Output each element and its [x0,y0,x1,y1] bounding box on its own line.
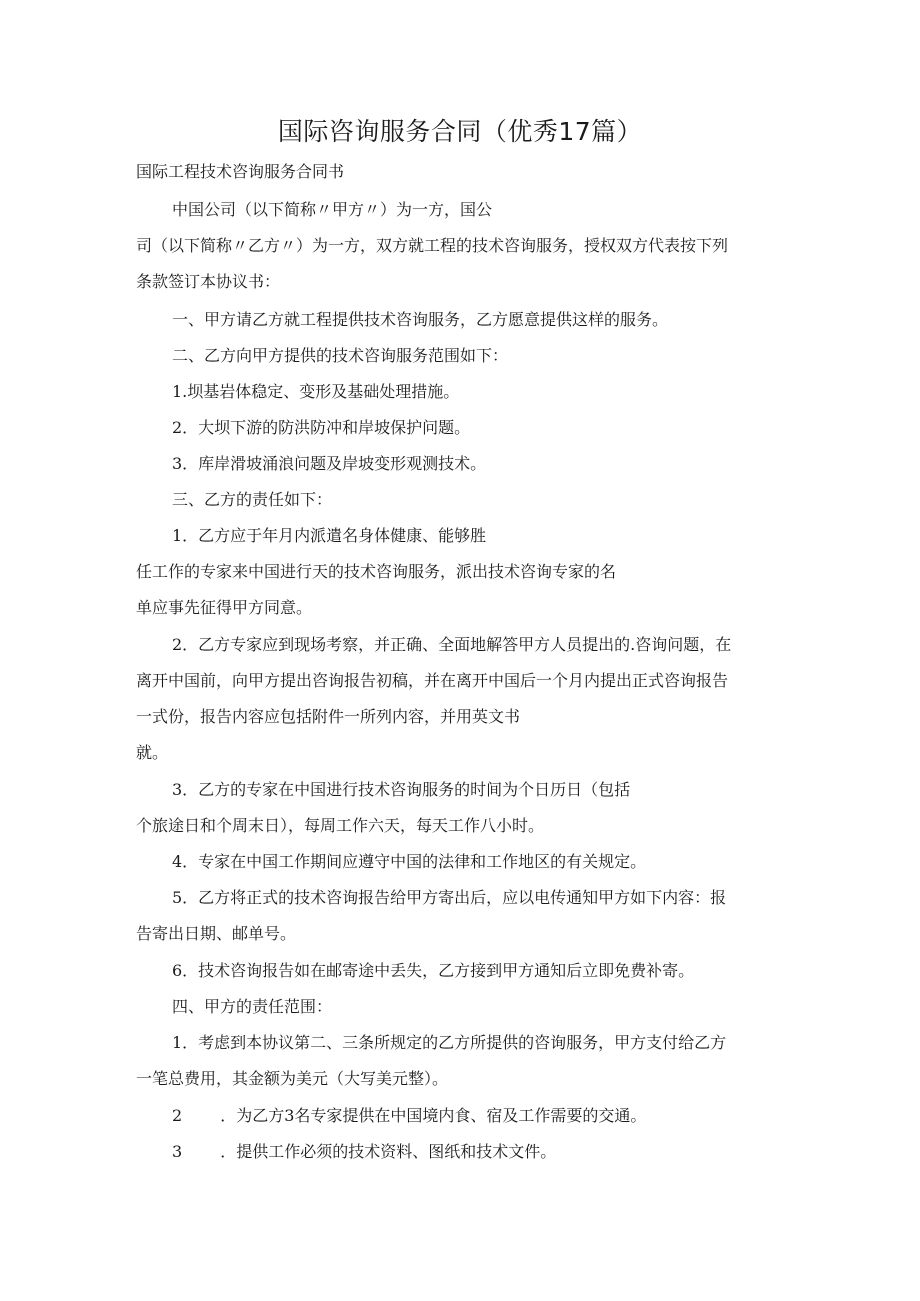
paragraph-line: 离开中国前，向甲方提出咨询报告初稿，并在离开中国后一个月内提出正式咨询报告 [136,671,729,690]
list-number: 2 [172,1106,183,1125]
paragraph-line: 条款签订本协议书： [136,272,281,291]
list-item [172,1106,646,1126]
list-item: 6．技术咨询报告如在邮寄途中丢失，乙方接到甲方通知后立即免费补寄。 [172,961,695,980]
list-item: 1．考虑到本协议第二、三条所规定的乙方所提供的咨询服务，甲方支付给乙方 [172,1033,727,1052]
paragraph-line: 就。 [136,743,169,762]
paragraph-line: 个旅途日和个周末日），每周工作六天，每天工作八小时。 [136,816,545,835]
section-heading: 四、甲方的责任范围： [172,997,333,1016]
paragraph-line: 一、甲方请乙方就工程提供技术咨询服务，乙方愿意提供这样的服务。 [172,310,669,329]
paragraph-line: 中国公司（以下简称〃甲方〃）为一方，国公 [172,200,493,219]
paragraph-line: 一笔总费用，其金额为美元（大写美元整）。 [136,1069,449,1088]
list-item: 5．乙方将正式的技术咨询报告给甲方寄出后，应以电传通知甲方如下内容：报 [172,888,727,907]
list-text: ．提供工作必须的技术资料、图纸和技术文件。 [220,1142,557,1161]
section-heading: 二、乙方向甲方提供的技术咨询服务范围如下： [172,346,509,365]
list-item: 1.坝基岩体稳定、变形及基础处理措施。 [172,382,460,401]
paragraph-line: 告寄出日期、邮单号。 [136,924,297,943]
list-text: ．为乙方3名专家提供在中国境内食、宿及工作需要的交通。 [220,1106,647,1125]
list-item: 3．乙方的专家在中国进行技术咨询服务的时间为个日历日（包括 [172,780,631,799]
paragraph-line: 司（以下简称〃乙方〃）为一方，双方就工程的技术咨询服务，授权双方代表按下列 [136,236,729,255]
section-heading: 三、乙方的责任如下： [172,490,333,509]
list-item: 2．大坝下游的防洪防冲和岸坡保护问题。 [172,418,471,437]
list-item: 1．乙方应于年月内派遣名身体健康、能够胜 [172,526,487,545]
list-number: 3 [172,1142,183,1161]
document-title: 国际咨询服务合同（优秀17篇） [277,117,643,146]
list-item: 4．专家在中国工作期间应遵守中国的法律和工作地区的有关规定。 [172,852,647,871]
list-item: 3．库岸滑坡涌浪问题及岸坡变形观测技术。 [172,454,487,473]
list-item: 2．乙方专家应到现场考察，并正确、全面地解答甲方人员提出的.咨询问题，在 [172,635,732,654]
subtitle: 国际工程技术咨询服务合同书 [136,162,345,181]
paragraph-line: 单应事先征得甲方同意。 [136,598,313,617]
list-item [172,1142,556,1162]
paragraph-line: 任工作的专家来中国进行天的技术咨询服务，派出技术咨询专家的名 [136,562,617,581]
paragraph-line: 一式份，报告内容应包括附件一所列内容，并用英文书 [136,707,521,726]
